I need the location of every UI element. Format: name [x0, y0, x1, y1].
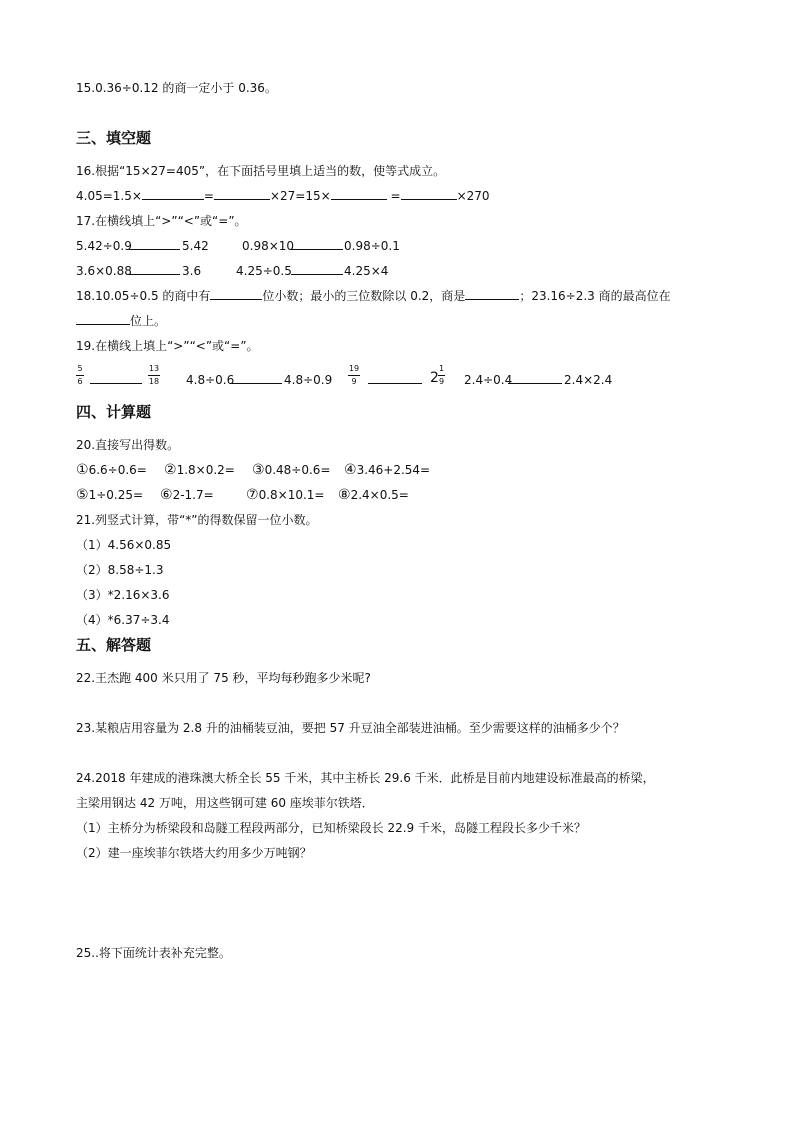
q16-part-3: ×27=15× — [269, 189, 331, 203]
q19-expr: 2.4×2.4 — [564, 373, 613, 387]
question-20: 20.直接写出得数。 — [76, 438, 180, 452]
question-24-sub-2: （2）建一座埃菲尔铁塔大约用多少万吨钢？ — [76, 846, 312, 860]
compare-blank[interactable] — [128, 238, 180, 250]
question-19: 19.在横线上填上“>”“<”或“=”。 — [76, 339, 259, 353]
calc-item: ⑧2.4×0.5= — [338, 487, 409, 503]
question-16: 16.根据“15×27=405”，在下面括号里填上适当的数，使等式成立。 — [76, 164, 446, 178]
question-17: 17.在横线填上“>”“<”或“=”。 — [76, 214, 247, 228]
section-heading-fill-in: 三、填空题 — [76, 129, 152, 147]
question-20-row-2 — [76, 487, 496, 505]
compare-blank[interactable] — [90, 372, 142, 384]
fraction: 5 6 — [77, 364, 83, 386]
question-18-line-1 — [76, 288, 671, 304]
q17-expr: 3.6 — [182, 264, 202, 278]
calc-item: ⑥2-1.7= — [160, 487, 214, 503]
q17-expr: 3.6×0.88 — [76, 264, 132, 278]
q19-expr: 4.8÷0.9 — [284, 373, 333, 387]
q16-part-5: ×270 — [456, 189, 490, 203]
calc-item: ⑦0.8×10.1= — [246, 487, 325, 503]
compare-blank[interactable] — [508, 372, 562, 384]
question-20-row-1 — [76, 462, 496, 480]
answer-blank[interactable] — [401, 188, 457, 200]
q17-expr: 0.98÷0.1 — [344, 239, 400, 253]
q18-part-4: 位上。 — [130, 314, 167, 328]
fraction: 13 18 — [148, 364, 160, 386]
section-heading-calculation: 四、计算题 — [76, 403, 152, 421]
question-17-row-2 — [76, 263, 476, 279]
q16-part-1: 4.05=1.5× — [76, 189, 142, 203]
q17-expr: 5.42÷0.9 — [76, 239, 132, 253]
q17-expr: 0.98×10 — [242, 239, 295, 253]
compare-blank[interactable] — [230, 372, 282, 384]
q18-part-2: 位小数；最小的三位数除以 0.2，商是 — [262, 289, 466, 303]
calc-item: ⑤1÷0.25= — [76, 487, 144, 503]
q19-expr: 4.8÷0.6 — [186, 373, 235, 387]
question-24-line-1: 24.2018 年建成的港珠澳大桥全长 55 千米，其中主桥长 29.6 千米．此桥是目前内地建设标准最高的桥梁， — [76, 771, 655, 785]
compare-blank[interactable] — [291, 238, 343, 250]
question-19-row — [76, 364, 726, 394]
question-25: 25..将下面统计表补充完整。 — [76, 946, 231, 960]
question-17-row-1 — [76, 238, 476, 254]
q18-part-1: 18.10.05÷0.5 的商中有 — [76, 289, 211, 303]
q17-expr: 5.42 — [182, 239, 209, 253]
question-18-line-2 — [76, 313, 166, 329]
question-16-equation — [76, 188, 490, 204]
question-21-item: （3）*2.16×3.6 — [76, 588, 170, 602]
section-heading-word-problems: 五、解答题 — [76, 636, 152, 654]
answer-blank[interactable] — [76, 313, 130, 325]
calc-item: ③0.48÷0.6= — [252, 462, 331, 478]
answer-blank[interactable] — [331, 188, 387, 200]
mixed-number-whole: 2 — [430, 370, 439, 386]
calc-item: ④3.46+2.54= — [344, 462, 431, 478]
answer-blank[interactable] — [142, 188, 204, 200]
answer-blank[interactable] — [214, 188, 270, 200]
q18-part-3: ；23.16÷2.3 商的最高位在 — [519, 289, 671, 303]
answer-blank[interactable] — [465, 288, 519, 300]
question-21: 21.列竖式计算，带“*”的得数保留一位小数。 — [76, 513, 318, 527]
q17-expr: 4.25×4 — [344, 264, 389, 278]
q16-part-2: = — [203, 189, 214, 203]
question-21-item: （2）8.58÷1.3 — [76, 563, 164, 577]
question-24-line-2: 主梁用钢达 42 万吨，用这些钢可建 60 座埃菲尔铁塔． — [76, 796, 374, 810]
question-21-item: （1）4.56×0.85 — [76, 538, 172, 552]
fraction: 1 9 — [438, 364, 445, 386]
compare-blank[interactable] — [291, 263, 343, 275]
calc-item: ②1.8×0.2= — [164, 462, 235, 478]
compare-blank[interactable] — [128, 263, 180, 275]
question-22: 22.王杰跑 400 米只用了 75 秒，平均每秒跑多少米呢? — [76, 671, 371, 685]
fraction: 19 9 — [348, 364, 360, 386]
question-24-sub-1: （1）主桥分为桥梁段和岛隧工程段两部分，已知桥梁段长 22.9 千米，岛隧工程段长多少千米？ — [76, 821, 586, 835]
question-21-item: （4）*6.37÷3.4 — [76, 613, 170, 627]
question-15: 15.0.36÷0.12 的商一定小于 0.36。 — [76, 81, 277, 95]
q17-expr: 4.25÷0.5 — [236, 264, 292, 278]
calc-item: ①6.6÷0.6= — [76, 462, 147, 478]
q19-expr: 2.4÷0.4 — [464, 373, 513, 387]
q16-part-4: = — [386, 189, 401, 203]
compare-blank[interactable] — [368, 372, 422, 384]
question-23: 23.某粮店用容量为 2.8 升的油桶装豆油，要把 57 升豆油全部装进油桶。至少需要这样的油桶多少个？ — [76, 721, 625, 735]
answer-blank[interactable] — [210, 288, 262, 300]
